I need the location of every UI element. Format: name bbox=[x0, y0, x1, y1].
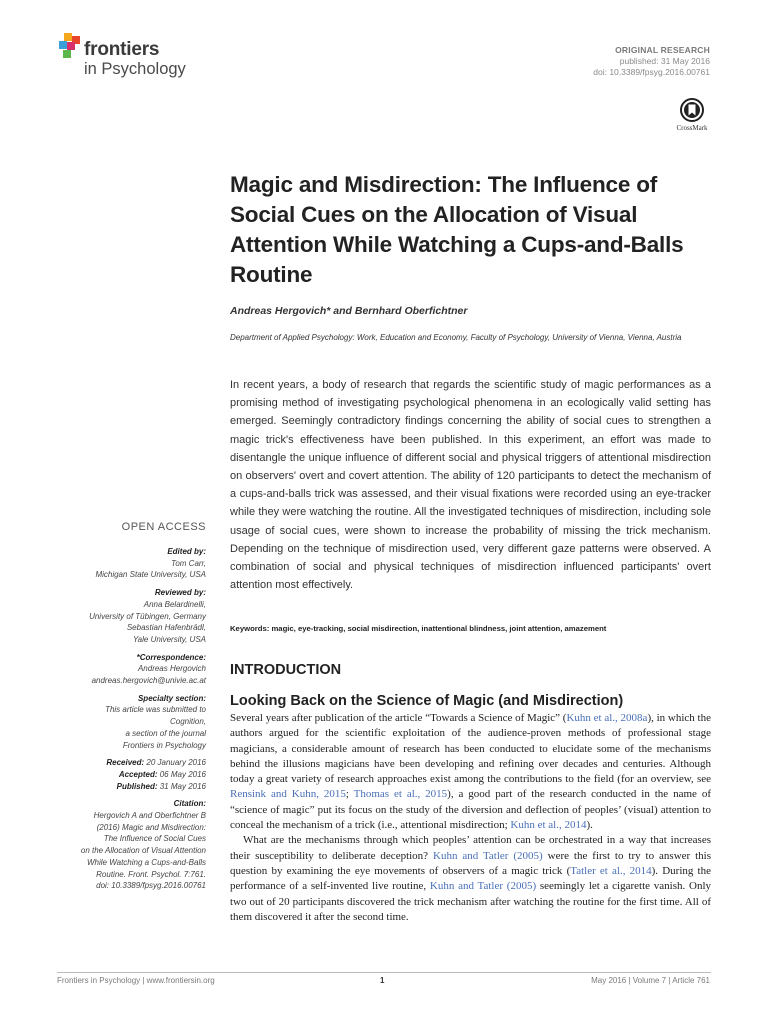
text-run: ; bbox=[345, 788, 354, 801]
editor-name: Tom Carr, bbox=[171, 558, 206, 568]
text-run: were the first to try to answer this question by examining the eye movements of observers of a magic trick ( bbox=[230, 849, 711, 877]
subsection-heading: Looking Back on the Science of Magic (and Misdirection) bbox=[230, 693, 624, 709]
published-date-side bbox=[6, 781, 206, 793]
abstract: In recent years, a body of research that regards the scientific study of magic performances as a promising method of investigating psychological phenomena in an ecologically valid setting has emerged. Seemingly contradictory findings concerning the ability of social cues to strengthen a magic trick's effectiveness have been published. In this experiment, an effort was made to disentangle the unique influence of different social and physical triggers of attentional misdirection on observers' overt and covert attention. The ability of 120 participants to detect the mechanism of a cups-and-balls trick was assessed, and their visual fixations were recorded using an eye-tracker while they were watching the routine. All the investigated techniques of misdirection, including sole usage of social cues, were shown to increase the probability of missing the trick mechanism. Depending on the technique of misdirection used, very different gaze patterns were observed. A combination of social and physical techniques of misdirection influenced participants' overt attention most effectively. bbox=[230, 379, 711, 592]
citation-link[interactable]: Tatler et al., 2014 bbox=[570, 864, 652, 877]
reviewer-affiliation: University of Tübingen, Germany bbox=[89, 611, 206, 621]
accepted-label: Accepted: bbox=[118, 769, 158, 779]
citation-link[interactable]: Thomas et al., 2015 bbox=[353, 788, 448, 801]
correspondence-email[interactable]: andreas.hergovich@univie.ac.at bbox=[91, 676, 206, 686]
text-run: ). During the performance of a self-invented live routine, bbox=[230, 864, 711, 893]
citation-line: Routine. Front. Psychol. 7:761. bbox=[96, 869, 206, 879]
citation-line: (2016) Magic and Misdirection: bbox=[96, 822, 206, 832]
article-title: Magic and Misdirection: The Influence of Social Cues on the Allocation of Visual Attention While Watching a Cups-and-Balls Routine bbox=[230, 172, 684, 287]
citation-line: While Watching a Cups-and-Balls bbox=[86, 857, 206, 867]
reviewer-affiliation: Yale University, USA bbox=[132, 634, 206, 644]
correspondence-name: Andreas Hergovich bbox=[137, 664, 206, 674]
article-type: ORIGINAL RESEARCH bbox=[615, 45, 710, 55]
keywords bbox=[230, 624, 711, 633]
received-date bbox=[6, 757, 206, 769]
footer-divider bbox=[57, 972, 711, 973]
crossmark-label: CrossMark bbox=[676, 124, 708, 132]
received-label: Received: bbox=[106, 758, 145, 768]
text-run: ), in which the authors argued for the scientific exploitation of the audience-proven methods of professional stage magicians, a considerable amount of research has been conducted to elucidate some of the mechanisms behind the illusions magicians have been developing and refining over decades and centuries. Although today a great variety of research approaches exist among the contributions to the field (for an overview, see bbox=[230, 712, 711, 786]
accepted-date bbox=[6, 769, 206, 781]
journal-logo-line2: in Psychology bbox=[84, 60, 186, 78]
reviewer-name: Anna Belardinelli, bbox=[143, 599, 206, 609]
open-access-label: OPEN ACCESS bbox=[121, 521, 206, 533]
text-run: seemingly let a cigarette vanish. Only two out of 20 participants discovered the trick mechanism after watching the routine for the first time. All of them discovered it after the second time. bbox=[230, 880, 711, 923]
published-label: Published: bbox=[116, 781, 158, 791]
reviewer-name: Sebastian Hafenbrädl, bbox=[126, 623, 206, 633]
text-run: What are the mechanisms through which peoples’ attention can be orchestrated in a way that increases their susceptibility to deliberate deception? bbox=[230, 834, 711, 862]
published-date: published: 31 May 2016 bbox=[619, 56, 710, 66]
published-value: 31 May 2016 bbox=[159, 781, 206, 791]
specialty-line: This article was submitted to bbox=[105, 705, 206, 715]
correspondence-label: *Correspondence: bbox=[136, 652, 206, 662]
authors: Andreas Hergovich* and Bernhard Oberfichtner bbox=[230, 305, 468, 317]
citation-label: Citation: bbox=[173, 799, 206, 809]
citation-line: The Influence of Social Cues bbox=[103, 834, 206, 844]
citation-link[interactable]: Rensink and Kuhn, 2015 bbox=[230, 788, 346, 801]
paragraph-2 bbox=[230, 833, 711, 925]
citation-line: Hergovich A and Oberfichtner B bbox=[93, 811, 206, 821]
text-run: Several years after publication of the article “Towards a Science of Magic” ( bbox=[230, 712, 567, 724]
text-run: ), a good part of the research conducted in the name of “science of magic” put its focus on the study of the diversion and deflection of peoples’ (visual) attention to conceal the mechanism of a trick (i.e., attentional misdirection; bbox=[230, 788, 711, 832]
accepted-value: 06 May 2016 bbox=[159, 769, 206, 779]
reviewed-by-label: Reviewed by: bbox=[154, 588, 206, 598]
citation-link[interactable]: Kuhn et al., 2008a bbox=[566, 712, 648, 724]
body-text bbox=[230, 711, 711, 925]
text-run: ). bbox=[586, 819, 593, 832]
sidebar-meta bbox=[6, 546, 206, 892]
received-value: 20 January 2016 bbox=[146, 758, 206, 768]
footer-journal[interactable]: Frontiers in Psychology | www.frontiersin.org bbox=[57, 976, 215, 985]
keywords-value: magic, eye-tracking, social misdirection, inattentional blindness, joint attention, amazement bbox=[271, 624, 607, 633]
specialty-line: Frontiers in Psychology bbox=[122, 740, 206, 750]
editor-affiliation: Michigan State University, USA bbox=[95, 570, 206, 580]
edited-by-label: Edited by: bbox=[167, 547, 206, 556]
citation-link[interactable]: Kuhn and Tatler (2005) bbox=[429, 880, 537, 893]
citation-link[interactable]: Kuhn and Tatler (2005) bbox=[433, 849, 543, 862]
section-heading: INTRODUCTION bbox=[230, 662, 342, 678]
footer-issue: May 2016 | Volume 7 | Article 761 bbox=[591, 976, 710, 985]
specialty-label: Specialty section: bbox=[137, 693, 206, 703]
specialty-line: Cognition, bbox=[169, 717, 206, 727]
citation-link[interactable]: Kuhn et al., 2014 bbox=[510, 819, 587, 832]
affiliation: Department of Applied Psychology: Work, Education and Economy, Faculty of Psychology, University of Vienna, Vienna, Austria bbox=[230, 333, 682, 342]
journal-logo-line1: frontiers bbox=[84, 39, 160, 60]
crossmark-icon[interactable] bbox=[680, 98, 704, 122]
specialty-line: a section of the journal bbox=[125, 728, 206, 738]
page-number: 1 bbox=[380, 976, 385, 985]
citation-line: on the Allocation of Visual Attention bbox=[80, 846, 206, 856]
doi[interactable]: doi: 10.3389/fpsyg.2016.00761 bbox=[593, 67, 710, 77]
citation-doi[interactable]: doi: 10.3389/fpsyg.2016.00761 bbox=[96, 881, 206, 891]
frontiers-logo-icon bbox=[57, 33, 83, 59]
paragraph-1 bbox=[230, 711, 711, 833]
keywords-label: Keywords: bbox=[230, 624, 270, 633]
